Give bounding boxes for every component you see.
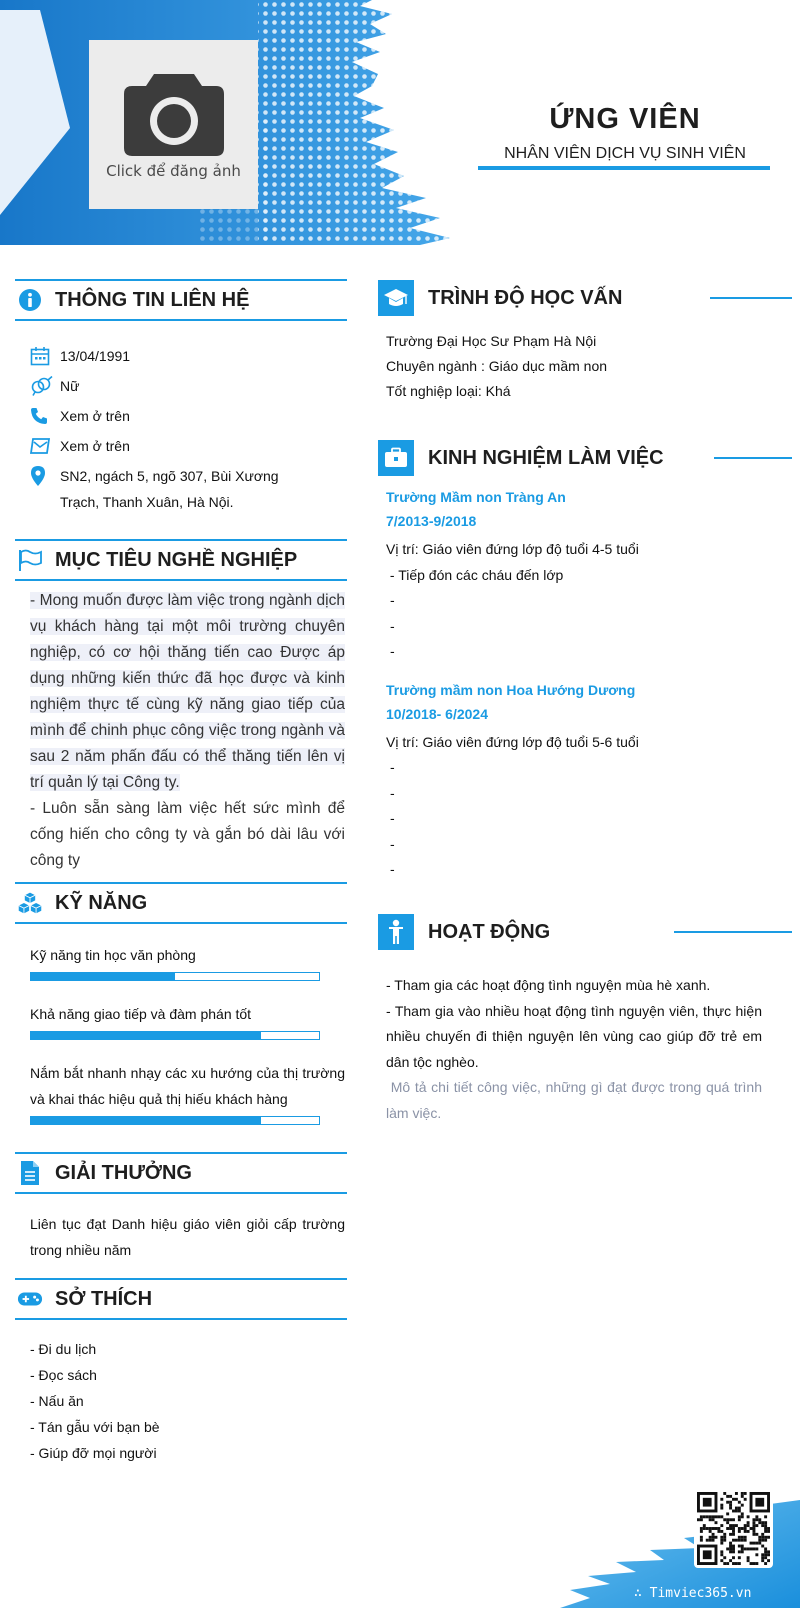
hobby-item: - Đọc sách (30, 1367, 97, 1383)
activities-list (386, 951, 786, 1126)
hobbies-list (15, 1320, 347, 1466)
hobbies-section-header (15, 1278, 347, 1320)
education-details (386, 317, 786, 439)
hobby-item: - Nấu ăn (30, 1393, 84, 1409)
skill-name: Kỹ năng tin học văn phòng (30, 947, 196, 963)
job-line: - (390, 617, 395, 634)
activity-line: - Tham gia vào nhiều hoạt động tình nguyện viên, thực hiện nhiều chuyến đi thiện nguyện lên vùng cao giúp đỡ trẻ em dân tộc nghèo. (386, 1002, 762, 1070)
job-company: Trường Mầm non Tràng An (386, 489, 566, 505)
job-entry (386, 678, 786, 883)
contact-list (15, 321, 347, 525)
contact-gender (30, 373, 347, 399)
position-underline (478, 166, 770, 170)
skill-name: Khả năng giao tiếp và đàm phán tốt (30, 1006, 252, 1022)
job-line: - Tiếp đón các cháu đến lớp (386, 566, 564, 583)
envelope-icon (30, 433, 60, 459)
contact-gender-value: Nữ (60, 378, 80, 394)
contact-address-value: SN2, ngách 5, ngõ 307, Bùi Xương Trạch, Thanh Xuân, Hà Nội. (60, 468, 279, 510)
education-line: Tốt nghiệp loại: Khá (386, 383, 511, 399)
education-line: Trường Đại Học Sư Phạm Hà Nội (386, 333, 597, 349)
watermark: ∴ Timviec365.vn (634, 1586, 752, 1601)
contact-birthday-value: 13/04/1991 (60, 348, 131, 364)
document-icon (17, 1160, 43, 1186)
contact-email (30, 433, 347, 459)
candidate-position: NHÂN VIÊN DỊCH VỤ SINH VIÊN (504, 145, 746, 162)
skill-level-fill (31, 1117, 261, 1124)
education-line: Chuyên ngành : Giáo dục mầm non (386, 358, 608, 374)
job-line: - (390, 643, 395, 659)
left-column (15, 279, 347, 1466)
skill-level-fill (31, 973, 175, 980)
contact-email-value: Xem ở trên (60, 438, 130, 454)
awards-text (15, 1194, 347, 1278)
contact-phone (30, 403, 347, 429)
objective-section-header (15, 539, 347, 581)
calendar-icon (30, 343, 60, 369)
contact-address (30, 463, 290, 515)
activities-header-line (674, 931, 792, 933)
objective-text (15, 581, 347, 882)
job-entry (386, 485, 786, 665)
location-pin-icon (30, 463, 60, 489)
graduation-cap-icon (378, 280, 414, 316)
skill-level-bar (30, 1031, 320, 1040)
job-line: - (390, 810, 395, 826)
hobby-item: - Giúp đỡ mọi người (30, 1445, 157, 1461)
awards-section-title: GIẢI THƯỞNG (55, 1161, 192, 1184)
qr-code[interactable] (694, 1489, 773, 1568)
objective-paragraph: - Mong muốn được làm việc trong ngành dịch vụ khách hàng tại một môi trường chuyên nghiệp, có cơ hội thăng tiến cao Được áp dụng những kiến thức đã học được và kinh nghiệm thực tế cùng kỹ năng giao tiếp của mình để chinh phục công việc trong ngành và sau 2 năm phấn đấu có thể thăng tiến lên vị trí quản lý tại Công ty. (30, 592, 345, 791)
job-period: 10/2018- 6/2024 (386, 705, 488, 722)
objective-paragraph-2: - Luôn sẵn sàng làm việc hết sức mình để cống hiến cho công ty và gắn bó dài lâu với công ty (30, 800, 345, 869)
job-company: Trường mầm non Hoa Hướng Dương (386, 681, 636, 698)
skill-level-bar (30, 972, 320, 981)
qr-code-icon (697, 1492, 770, 1565)
education-header-line (710, 297, 792, 299)
education-section-title: TRÌNH ĐỘ HỌC VẤN (428, 286, 623, 309)
contact-section-title: THÔNG TIN LIÊN HỆ (55, 288, 250, 311)
activities-section-header (378, 913, 786, 951)
gender-icon (30, 373, 60, 399)
camera-icon (124, 70, 224, 156)
person-icon (378, 914, 414, 950)
awards-section-header (15, 1152, 347, 1194)
skill-level-fill (31, 1032, 261, 1039)
job-line: Vị trí: Giáo viên đứng lớp độ tuổi 4-5 tuổi (386, 541, 639, 557)
skills-section-header (15, 882, 347, 924)
experience-section-title: KINH NGHIỆM LÀM VIỆC (428, 446, 664, 469)
experience-section-header (378, 439, 786, 477)
photo-upload-label: Click để đăng ảnh (106, 161, 241, 180)
skill-name: Nắm bắt nhanh nhạy các xu hướng của thị trường và khai thác hiệu quả thị hiếu khách hàng (30, 1065, 345, 1107)
skill-item (15, 1001, 347, 1040)
experience-list (386, 477, 786, 913)
skill-item (15, 1060, 347, 1125)
skill-level-bar (30, 1116, 320, 1125)
job-line: - (390, 759, 395, 775)
awards-value: Liên tục đạt Danh hiệu giáo viên giỏi cấp trường trong nhiều năm (30, 1216, 345, 1258)
cv-header (0, 0, 800, 245)
skills-list (15, 924, 347, 1152)
flag-icon (17, 547, 43, 573)
job-line: - (390, 784, 395, 801)
info-icon (17, 287, 43, 313)
job-period: 7/2013-9/2018 (386, 513, 477, 529)
cubes-icon (17, 890, 43, 916)
activity-line: - Tham gia các hoạt động tình nguyện mùa hè xanh. (386, 977, 711, 993)
experience-header-line (714, 457, 792, 459)
activity-placeholder: Mô tả chi tiết công việc, những gì đạt được trong quá trình làm việc. (386, 1079, 766, 1121)
hobby-item: - Đi du lịch (30, 1341, 97, 1357)
hobby-item: - Tán gẫu với bạn bè (30, 1419, 160, 1435)
objective-section-title: MỤC TIÊU NGHỀ NGHIỆP (55, 548, 298, 571)
contact-section-header (15, 279, 347, 321)
contact-phone-value: Xem ở trên (60, 408, 130, 424)
hobbies-section-title: SỞ THÍCH (55, 1287, 153, 1310)
right-column (386, 279, 786, 1126)
contact-birthday (30, 343, 347, 369)
candidate-name: ỨNG VIÊN (549, 103, 701, 135)
job-line: - (390, 835, 395, 852)
job-line: Vị trí: Giáo viên đứng lớp độ tuổi 5-6 tuổi (386, 733, 639, 750)
photo-upload[interactable] (89, 40, 258, 209)
job-line: - (390, 592, 395, 608)
gamepad-icon (17, 1286, 43, 1312)
phone-icon (30, 403, 60, 429)
skills-section-title: KỸ NĂNG (55, 891, 148, 914)
briefcase-icon (378, 440, 414, 476)
education-section-header (378, 279, 786, 317)
activities-section-title: HOẠT ĐỘNG (428, 920, 551, 943)
skill-item (15, 942, 347, 981)
job-line: - (390, 861, 395, 877)
